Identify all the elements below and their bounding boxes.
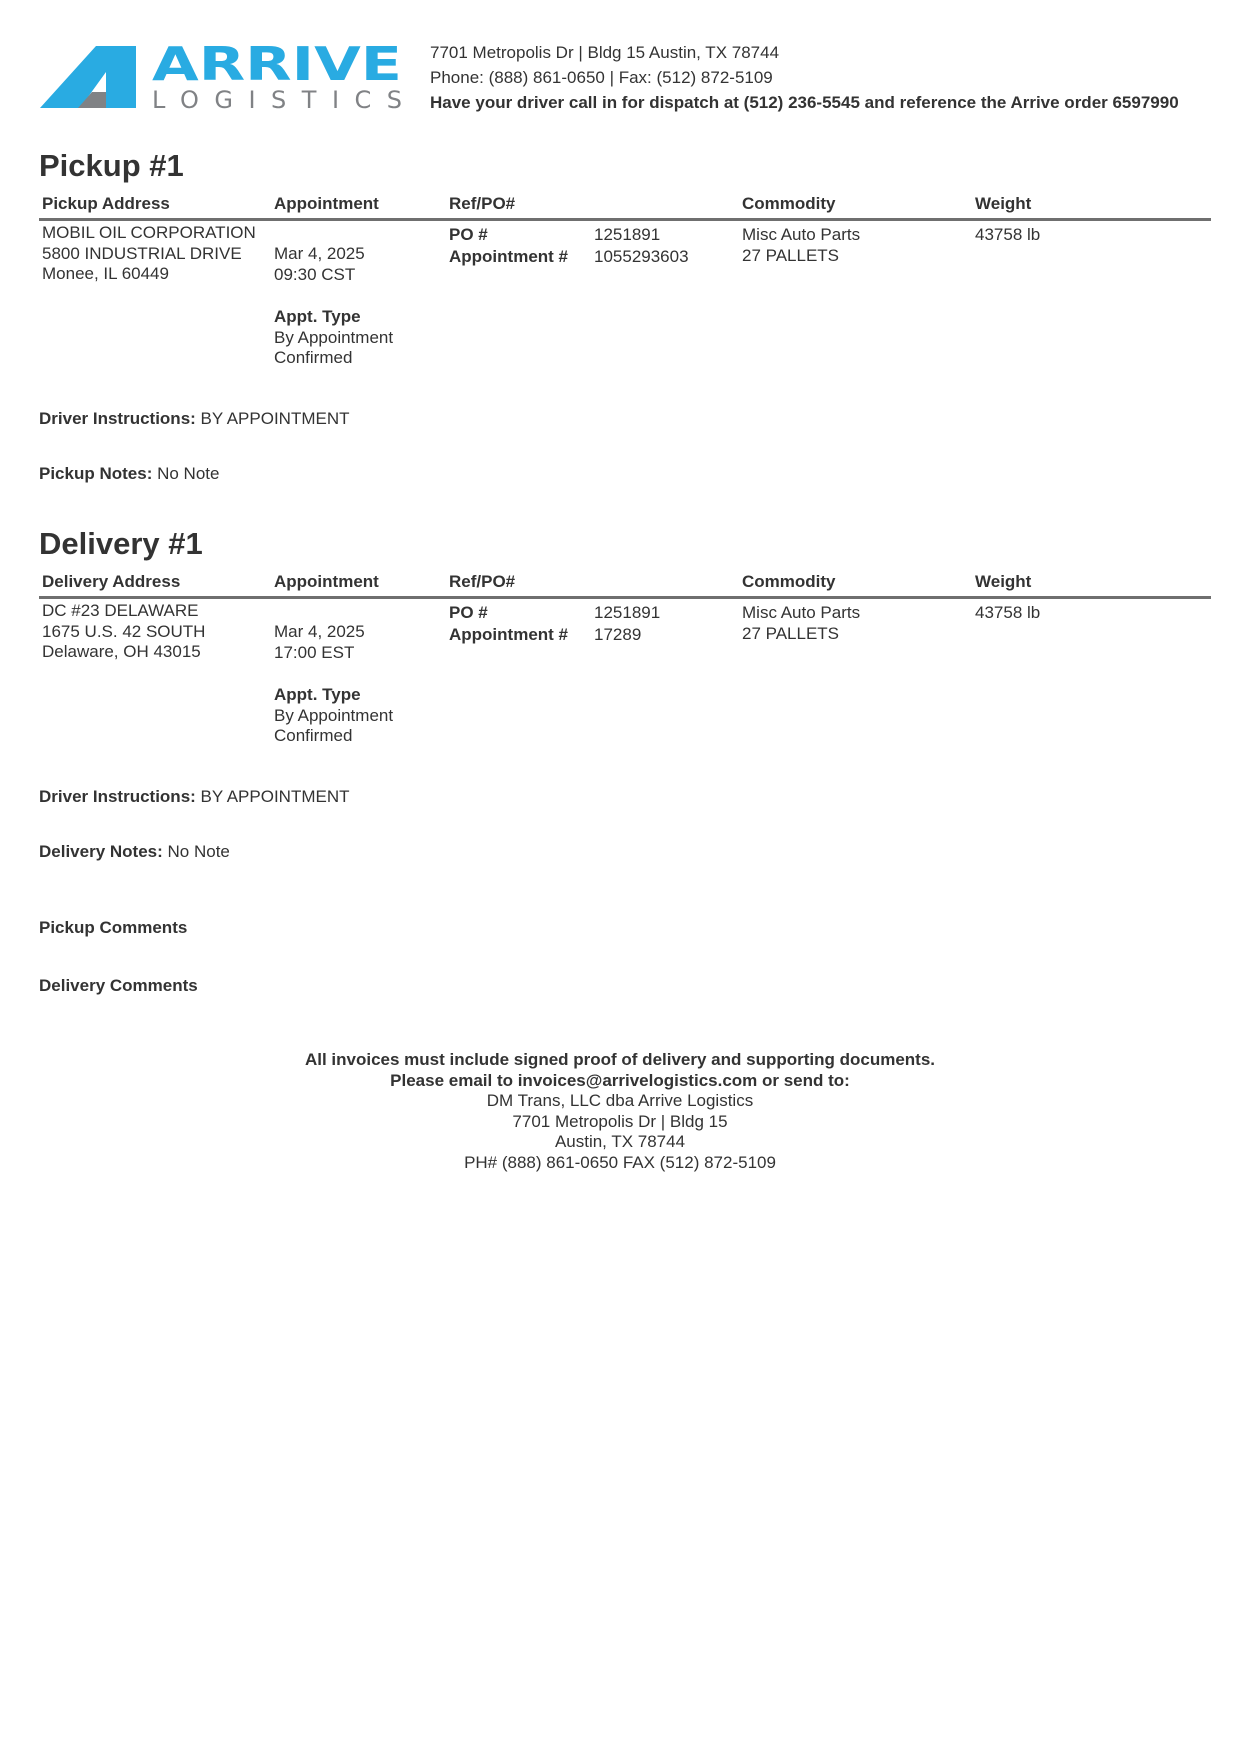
delivery-table (39, 572, 1211, 745)
delivery-comments-label: Delivery Comments (39, 976, 198, 995)
pickup-appt-type-label: Appt. Type (274, 307, 361, 326)
company-info (430, 40, 1179, 115)
footer-line2: Please email to invoices@arrivelogistics.com or send to: (390, 1070, 850, 1090)
delivery-notes-label: Delivery Notes: (39, 842, 163, 861)
pickup-appt-number-value: 1055293603 (594, 247, 689, 266)
delivery-driver-instructions-label: Driver Instructions: (39, 787, 196, 806)
pickup-notes-label: Pickup Notes: (39, 464, 153, 483)
delivery-notes (39, 842, 230, 862)
delivery-weight: 43758 lb (975, 603, 1041, 622)
pickup-appt-date: Mar 4, 2025 (274, 244, 365, 263)
pickup-commodity-name: Misc Auto Parts (742, 225, 861, 244)
delivery-table-header (39, 572, 1211, 599)
footer-line4: 7701 Metropolis Dr | Bldg 15 (512, 1111, 728, 1131)
pickup-title: Pickup #1 (39, 148, 184, 183)
delivery-header-weight: Weight (975, 572, 1032, 591)
pickup-header-commodity: Commodity (742, 194, 836, 213)
logo-word-logistics: LOGISTICS (152, 86, 402, 112)
pickup-table (39, 194, 1211, 367)
delivery-appt-status: Confirmed (274, 726, 353, 745)
pickup-driver-instructions-value: BY APPOINTMENT (200, 409, 350, 428)
delivery-appt-type-label: Appt. Type (274, 685, 361, 704)
arrive-logistics-logo (40, 42, 410, 112)
footer-line6: PH# (888) 861-0650 FAX (512) 872-5109 (464, 1152, 776, 1172)
footer-line3: DM Trans, LLC dba Arrive Logistics (486, 1091, 754, 1110)
delivery-title: Delivery #1 (39, 526, 203, 561)
delivery-po-label: PO # (449, 603, 488, 622)
pickup-table-header (39, 194, 1211, 221)
delivery-appt-number-value: 17289 (594, 625, 642, 644)
delivery-address-line1: DC #23 DELAWARE (42, 601, 199, 620)
delivery-commodity (742, 603, 860, 644)
pickup-commodity (742, 225, 860, 266)
delivery-notes-value: No Note (167, 842, 230, 861)
delivery-header-address: Delivery Address (42, 572, 181, 591)
pickup-address-line3: Monee, IL 60449 (42, 264, 169, 283)
pickup-header-weight: Weight (975, 194, 1032, 213)
delivery-commodity-name: Misc Auto Parts (742, 603, 861, 622)
pickup-appt-status: Confirmed (274, 348, 353, 367)
dispatch-instructions: Have your driver call in for dispatch at (512) 236-5545 and reference the Arrive order 6597990 (430, 93, 1179, 112)
pickup-header-ref: Ref/PO# (449, 194, 516, 213)
delivery-appointment (274, 622, 393, 747)
pickup-address-line2: 5800 INDUSTRIAL DRIVE (42, 243, 242, 263)
pickup-appt-number-label: Appointment # (449, 247, 568, 266)
delivery-address-line3: Delaware, OH 43015 (42, 642, 201, 661)
company-address: 7701 Metropolis Dr | Bldg 15 Austin, TX 78744 (430, 43, 780, 62)
pickup-address-line1: MOBIL OIL CORPORATION (42, 223, 256, 242)
invoice-footer (0, 1050, 1240, 1173)
pickup-po-label: PO # (449, 225, 488, 244)
pickup-appt-type-value: By Appointment (274, 327, 394, 347)
logo-word-arrive: ARRIVE (152, 42, 402, 91)
delivery-driver-instructions-value: BY APPOINTMENT (200, 787, 350, 806)
pickup-driver-instructions-label: Driver Instructions: (39, 409, 196, 428)
pickup-driver-instructions (39, 409, 350, 429)
delivery-address-line2: 1675 U.S. 42 SOUTH (42, 621, 206, 641)
delivery-header-commodity: Commodity (742, 572, 836, 591)
pickup-address (42, 223, 256, 285)
delivery-header-appointment: Appointment (274, 572, 379, 591)
delivery-appt-type-value: By Appointment (274, 705, 394, 725)
delivery-address (42, 601, 205, 663)
footer-line1: All invoices must include signed proof of delivery and supporting documents. (304, 1050, 936, 1069)
delivery-commodity-qty: 27 PALLETS (742, 623, 840, 643)
pickup-weight: 43758 lb (975, 225, 1041, 244)
pickup-header-appointment: Appointment (274, 194, 379, 213)
delivery-appt-number-label: Appointment # (449, 625, 568, 644)
pickup-commodity-qty: 27 PALLETS (742, 245, 840, 265)
delivery-header-ref: Ref/PO# (449, 572, 516, 591)
pickup-header-address: Pickup Address (42, 194, 170, 213)
delivery-appt-time: 17:00 EST (274, 642, 355, 662)
delivery-driver-instructions (39, 787, 350, 807)
pickup-appointment (274, 244, 393, 369)
pickup-notes-value: No Note (157, 464, 220, 483)
company-phone: Phone: (888) 861-0650 | Fax: (512) 872-5109 (430, 68, 773, 87)
delivery-po-value: 1251891 (594, 603, 661, 622)
footer-line5: Austin, TX 78744 (554, 1132, 686, 1151)
pickup-po-value: 1251891 (594, 225, 661, 244)
pickup-notes (39, 464, 219, 484)
pickup-appt-time: 09:30 CST (274, 264, 356, 284)
pickup-comments-label: Pickup Comments (39, 918, 188, 937)
delivery-appt-date: Mar 4, 2025 (274, 622, 365, 641)
